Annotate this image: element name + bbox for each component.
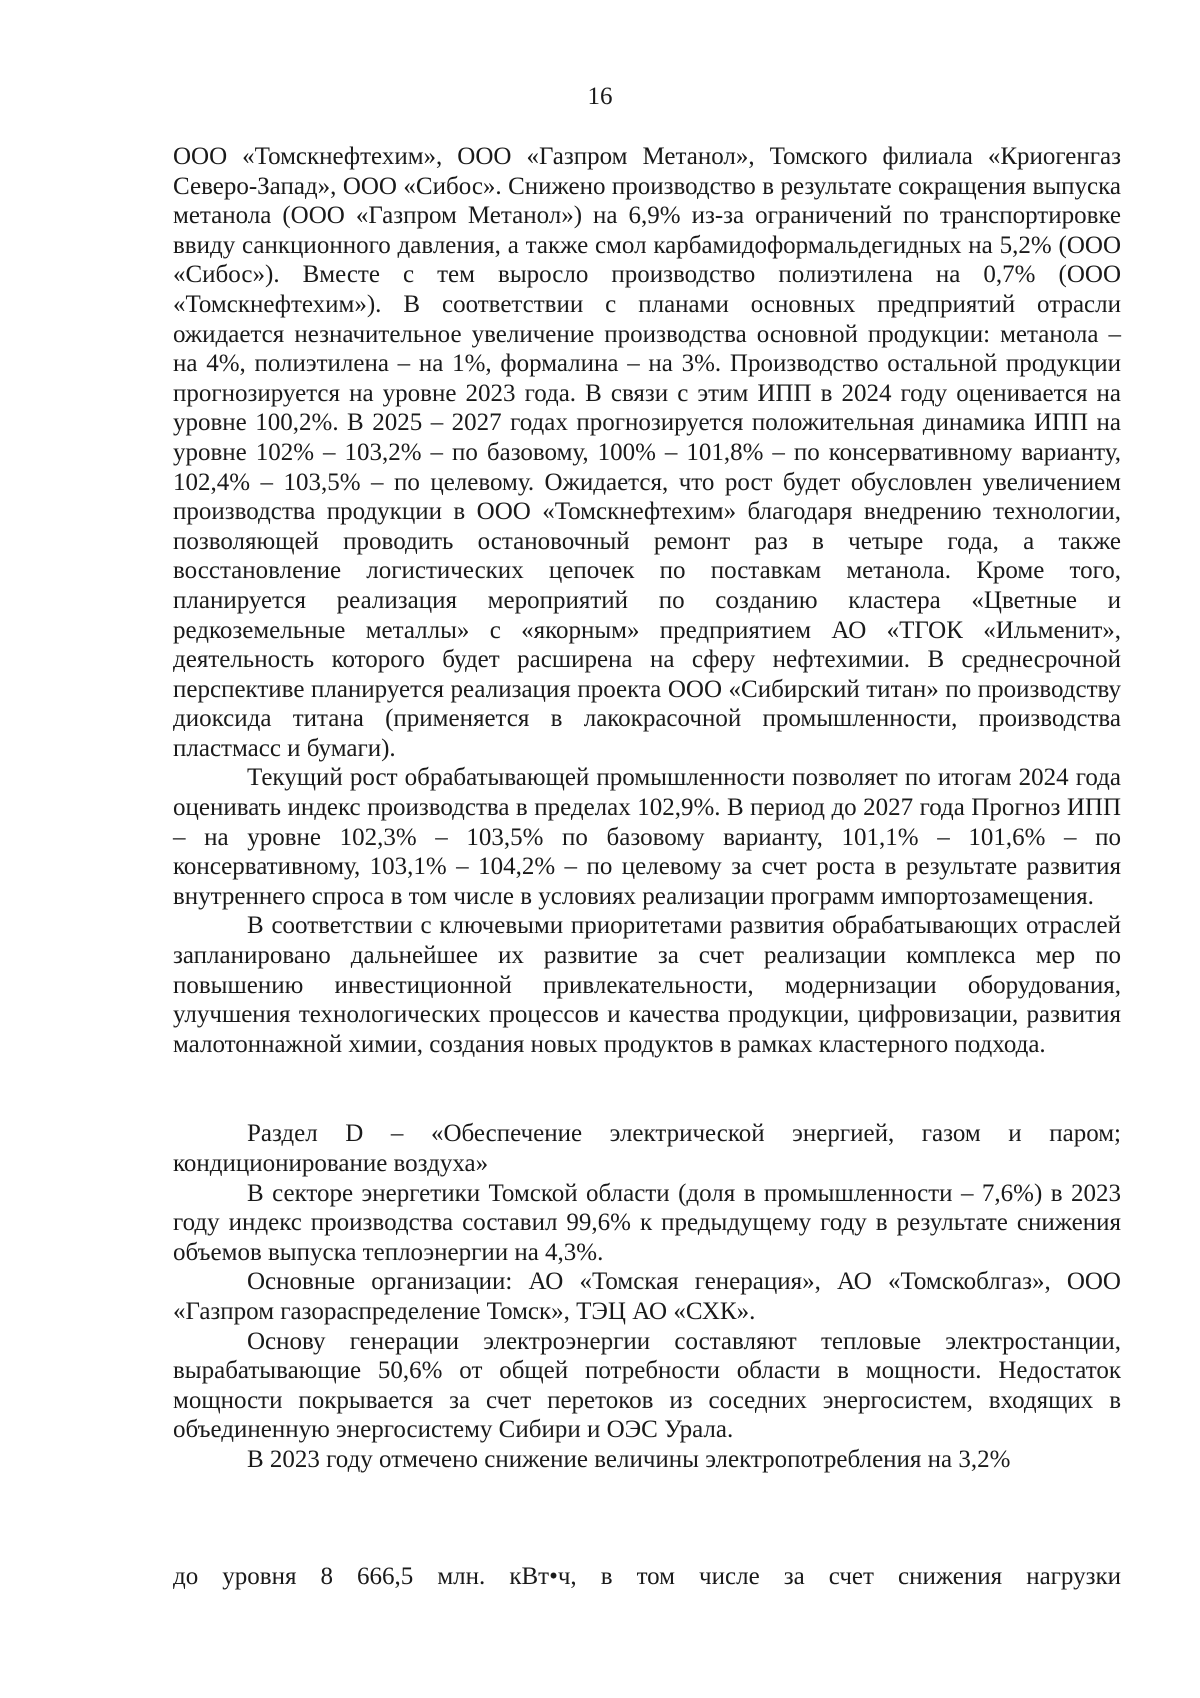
paragraph-chemistry-continuation: ООО «Томскнефтехим», ООО «Газпром Метанол», Томского филиала «Криогенгаз Северо-Запад», ООО «Сибос». Снижено производство в результате сокращения выпуска метанола (ООО «Газпром Метанол») на 6,9% из-за ограничений по транспортировке ввиду санкционного давления, а также смол карбамидоформальдегидных на 5,2% (ООО «Сибос»). Вместе с тем выросло производство полиэтилена на 0,7% (ООО «Томскнефтехим»). В соответствии с планами основных предприятий отрасли ожидается незначительное увеличение производства основной продукции: метанола – на 4%, полиэтилена – на 1%, формалина – на 3%. Производство остальной продукции прогнозируется на уровне 2023 года. В связи с этим ИПП в 2024 году оценивается на уровне 100,2%. В 2025 – 2027 годах прогнозируется положительная динамика ИПП на уровне 102% – 103,2% – по базовому, 100% – 101,8% – по консервативному варианту, 102,4% – 103,5% – по целевому. Ожидается, что рост будет обусловлен увеличением производства продукции в ООО «Томскнефтехим» благодаря внедрению технологии, позволяющей проводить остановочный ремонт раз в четыре года, а также восстановление логистических цепочек по поставкам метанола. Кроме того, планируется реализация мероприятий по созданию кластера «Цветные и редкоземельные металлы» с «якорным» предприятием АО «ТГОК «Ильменит», деятельность которого будет расширена на сферу нефтехимии. В среднесрочной перспективе планируется реализация проекта ООО «Сибирский титан» по производству диоксида титана (применяется в лакокрасочной промышленности, производства пластмасс и бумаги).: [173, 143, 1121, 762]
paragraph-energy-sector: В секторе энергетики Томской области (доля в промышленности – 7,6%) в 2023 году индекс производства составил 99,6% к предыдущему году в результате снижения объемов выпуска теплоэнергии на 4,3%.: [173, 1179, 1121, 1266]
paragraph-energy-organizations: Основные организации: АО «Томская генерация», АО «Томскоблгаз», ООО «Газпром газораспределение Томск», ТЭЦ АО «СХК».: [173, 1268, 1121, 1325]
paragraph-manufacturing-priorities: В соответствии с ключевыми приоритетами развития обрабатывающих отраслей запланировано дальнейшее их развитие за счет реализации комплекса мер по повышению инвестиционной привлекательности, модернизации оборудования, улучшения технологических процессов и качества продукции, цифровизации, развития малотоннажной химии, создания новых продуктов в рамках кластерного подхода.: [173, 912, 1121, 1058]
paragraph-energy-consumption-continued: до уровня 8 666,5 млн. кВт•ч, в том числе за счет снижения нагрузки: [173, 1563, 1121, 1590]
page-number: 16: [587, 83, 613, 110]
paragraph-energy-consumption: В 2023 году отмечено снижение величины электропотребления на 3,2%: [247, 1445, 1011, 1473]
paragraph-energy-generation: Основу генерации электроэнергии составляют тепловые электростанции, вырабатывающие 50,6% от общей потребности области в мощности. Недостаток мощности покрывается за счет перетоков из соседних энергосистем, входящих в объединенную энергосистему Сибири и ОЭС Урала.: [173, 1327, 1121, 1444]
section-d-heading: Раздел D – «Обеспечение электрической энергией, газом и паром; кондиционирование воздуха»: [173, 1120, 1121, 1177]
section-spacer: [173, 1059, 1121, 1119]
paragraph-manufacturing-growth: Текущий рост обрабатывающей промышленности позволяет по итогам 2024 года оценивать индекс производства в пределах 102,9%. В период до 2027 года Прогноз ИПП – на уровне 102,3% – 103,5% по базовому варианту, 101,1% – 101,6% – по консервативному, 103,1% – 104,2% – по целевому за счет роста в результате развития внутреннего спроса в том числе в условиях реализации программ импортозамещения.: [173, 764, 1121, 910]
document-body: [173, 142, 1121, 1475]
